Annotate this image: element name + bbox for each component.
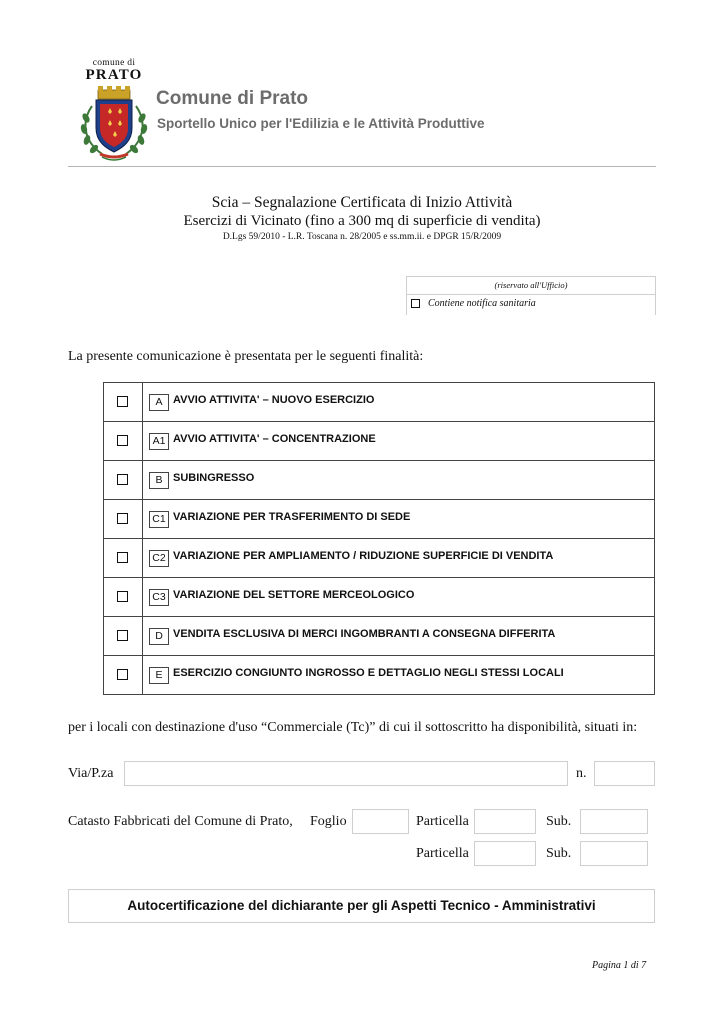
option-row-c2 <box>104 539 654 578</box>
option-row-a1 <box>104 422 654 461</box>
option-label: SUBINGRESSO <box>173 472 255 484</box>
option-label: ESERCIZIO CONGIUNTO INGROSSO E DETTAGLIO NEGLI STESSI LOCALI <box>173 667 564 679</box>
option-code: C3 <box>149 589 169 606</box>
option-checkbox-a1[interactable] <box>117 435 128 446</box>
sub-field-1[interactable] <box>580 809 648 834</box>
purpose-options-table <box>103 382 655 695</box>
particella-label-2: Particella <box>416 846 469 861</box>
option-checkbox-d[interactable] <box>117 630 128 641</box>
particella-label-1: Particella <box>416 814 469 829</box>
option-row-b <box>104 461 654 500</box>
organization-subtitle: Sportello Unico per l'Edilizia e le Attività Produttive <box>157 116 485 131</box>
street-field[interactable] <box>124 761 568 786</box>
option-checkbox-c2[interactable] <box>117 552 128 563</box>
option-code: A <box>149 394 169 411</box>
document-title: Scia – Segnalazione Certificata di Inizio Attività <box>211 194 513 211</box>
section-heading: Autocertificazione del dichiarante per gli Aspetti Tecnico - Amministrativi <box>68 889 655 923</box>
logo-caption-city: PRATO <box>85 67 143 83</box>
sanitary-notification-label: Contiene notifica sanitaria <box>428 298 536 309</box>
option-row-c3 <box>104 578 654 617</box>
sub-label-2: Sub. <box>546 846 572 861</box>
option-row-a <box>104 383 654 422</box>
header-divider <box>68 166 656 167</box>
option-label: VARIAZIONE PER AMPLIAMENTO / RIDUZIONE SUPERFICIE DI VENDITA <box>173 550 554 562</box>
option-checkbox-c3[interactable] <box>117 591 128 602</box>
cadastre-label: Catasto Fabbricati del Comune di Prato, <box>68 814 293 829</box>
option-code: A1 <box>149 433 169 450</box>
option-checkbox-c1[interactable] <box>117 513 128 524</box>
street-number-label: n. <box>576 766 587 781</box>
option-row-c1 <box>104 500 654 539</box>
legal-references: D.Lgs 59/2010 - L.R. Toscana n. 28/2005 e ss.mm.ii. e DPGR 15/R/2009 <box>222 232 502 242</box>
option-code: B <box>149 472 169 489</box>
street-number-field[interactable] <box>594 761 655 786</box>
particella-field-2[interactable] <box>474 841 536 866</box>
city-crest-logo <box>78 84 150 164</box>
option-label: VARIAZIONE DEL SETTORE MERCEOLOGICO <box>173 589 415 601</box>
option-checkbox-a[interactable] <box>117 396 128 407</box>
option-code: C1 <box>149 511 169 528</box>
option-checkbox-e[interactable] <box>117 669 128 680</box>
option-code: D <box>149 628 169 645</box>
office-reserved-box <box>406 276 656 315</box>
page-indicator: Pagina 1 di 7 <box>592 960 647 971</box>
option-code: E <box>149 667 169 684</box>
option-code: C2 <box>149 550 169 567</box>
option-row-d <box>104 617 654 656</box>
option-label: AVVIO ATTIVITA' – CONCENTRAZIONE <box>173 433 376 445</box>
document-subtitle: Esercizi di Vicinato (fino a 300 mq di superficie di vendita) <box>183 213 541 229</box>
particella-field-1[interactable] <box>474 809 536 834</box>
option-label: AVVIO ATTIVITA' – NUOVO ESERCIZIO <box>173 394 375 406</box>
logo-caption-small: comune di <box>92 58 136 68</box>
sanitary-notification-checkbox[interactable] <box>411 299 420 308</box>
option-label: VARIAZIONE PER TRASFERIMENTO DI SEDE <box>173 511 411 523</box>
street-label: Via/P.za <box>68 766 114 781</box>
option-checkbox-b[interactable] <box>117 474 128 485</box>
sanitary-notification-row <box>411 298 536 309</box>
option-label: VENDITA ESCLUSIVA DI MERCI INGOMBRANTI A CONSEGNA DIFFERITA <box>173 628 556 640</box>
location-paragraph: per i locali con destinazione d'uso “Commerciale (Tc)” di cui il sottoscritto ha disponibilità, situati in: <box>68 720 638 735</box>
purpose-intro: La presente comunicazione è presentata per le seguenti finalità: <box>68 349 424 364</box>
office-reserved-header: (riservato all'Ufficio) <box>407 277 655 295</box>
option-row-e <box>104 656 654 694</box>
organization-title: Comune di Prato <box>156 88 309 109</box>
sub-field-2[interactable] <box>580 841 648 866</box>
foglio-label: Foglio <box>310 814 347 829</box>
sub-label-1: Sub. <box>546 814 572 829</box>
foglio-field[interactable] <box>352 809 409 834</box>
